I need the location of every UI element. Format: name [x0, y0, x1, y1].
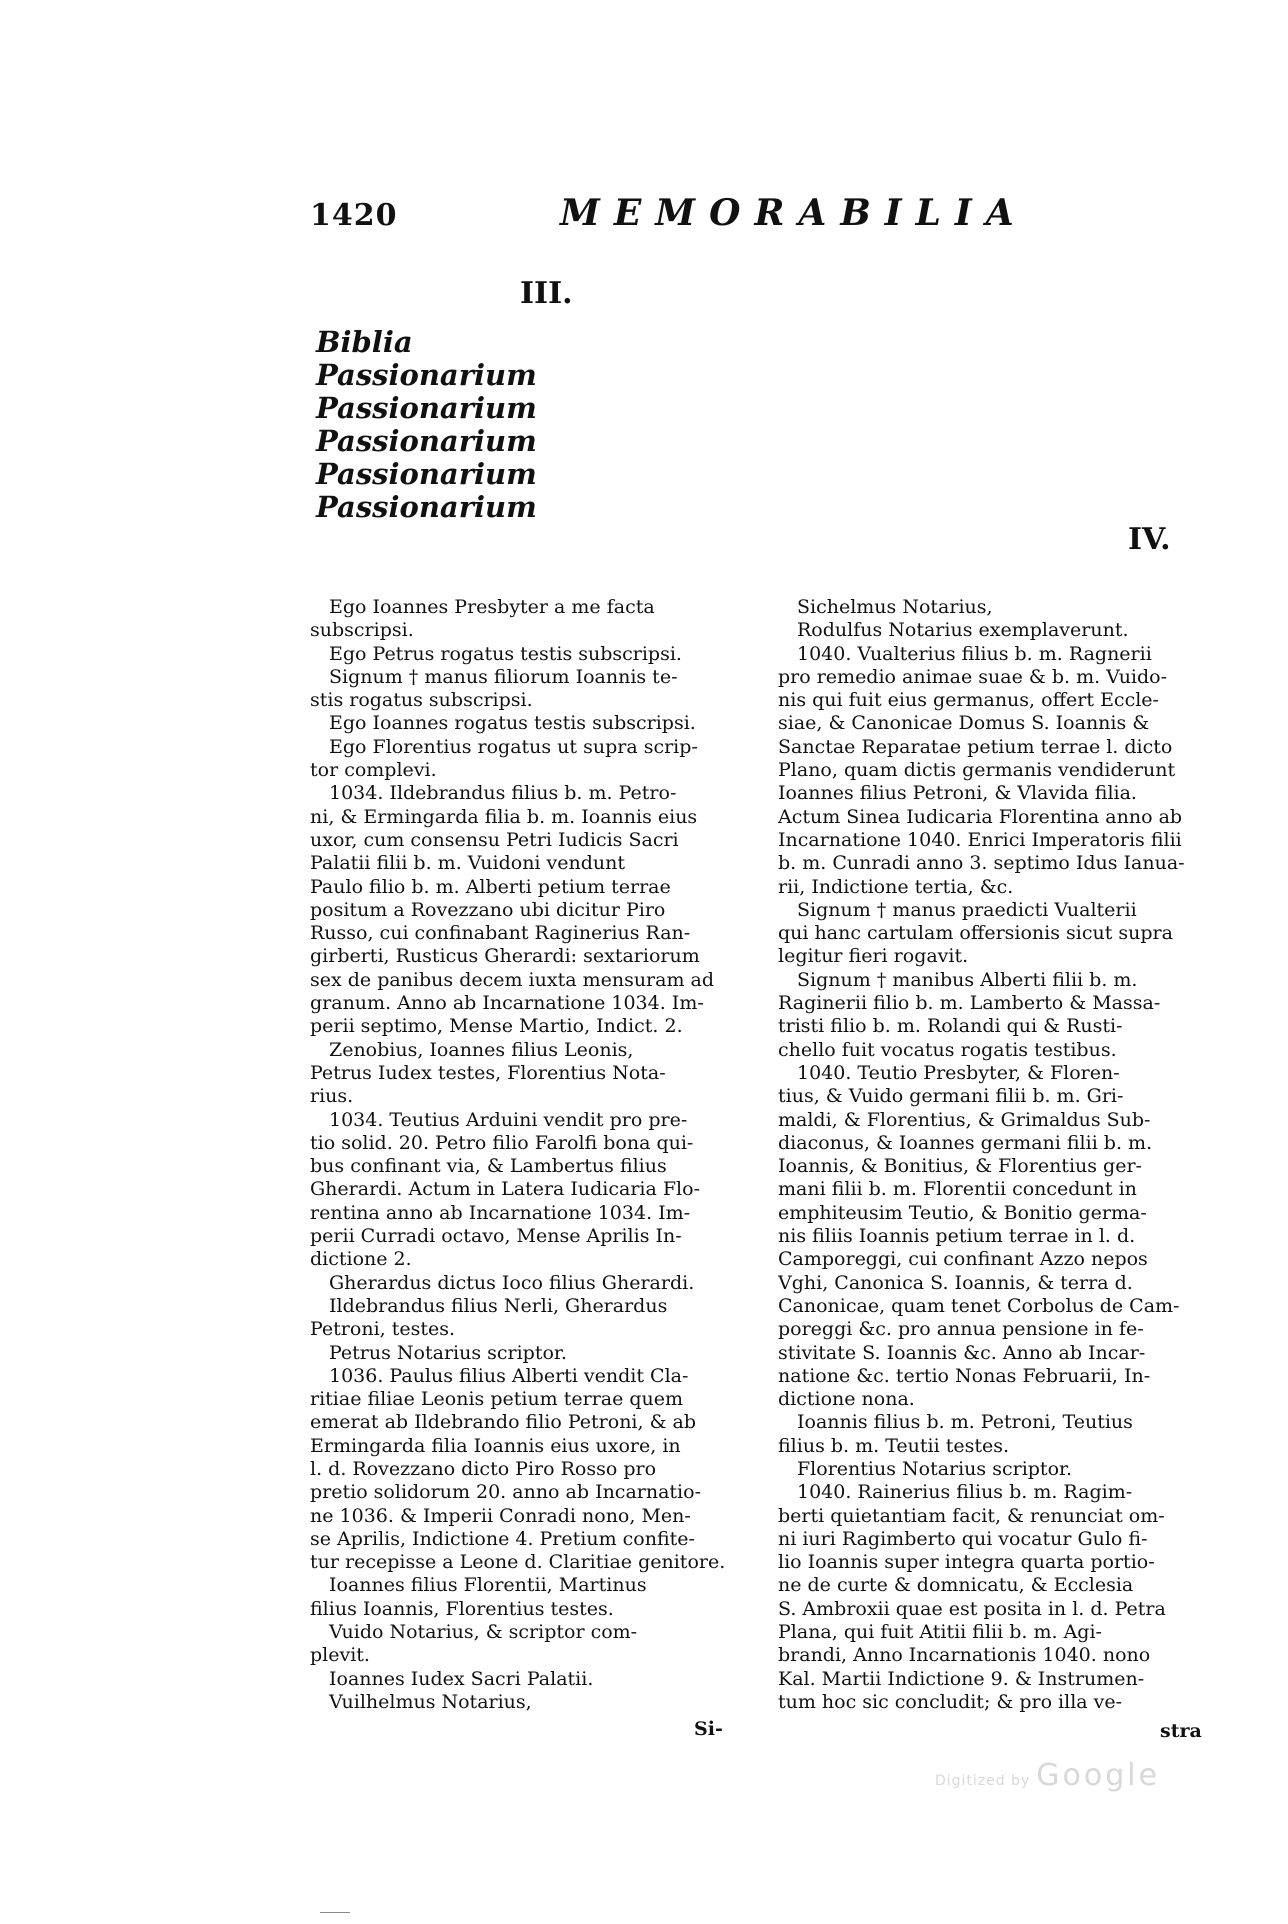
catchword-left: Si- [694, 1718, 723, 1740]
text-line: Sichelmus Notarius, [778, 596, 993, 618]
text-line: 1036. Paulus filius Alberti vendit Cla- [310, 1364, 689, 1387]
book-list-item: Passionarium [316, 358, 537, 392]
crop-mark [320, 1912, 350, 1913]
text-line: Plana, qui fuit Atitii filii b. m. Agi- [778, 1621, 1102, 1644]
text-line: pro remedio animae suae & b. m. Vuido- [778, 665, 1168, 688]
text-line: Ego Petrus rogatus testis subscripsi. [310, 642, 682, 665]
text-line: bus confinant via, & Lambertus filius [310, 1155, 667, 1178]
text-line: Russo, cui confinabant Raginerius Ran- [310, 922, 691, 945]
text-line: Ioannis filius b. m. Petroni, Teutius [778, 1411, 1133, 1434]
text-line: dictione 2. [310, 1248, 412, 1271]
text-line: ritiae filiae Leonis petium terrae quem [310, 1388, 684, 1411]
text-line: se Aprilis, Indictione 4. Pretium confite- [310, 1527, 695, 1550]
book-list [316, 326, 576, 524]
text-line: ne 1036. & Imperii Conradi nono, Men- [310, 1504, 691, 1527]
text-line: Kal. Martii Indictione 9. & Instrumen- [778, 1667, 1145, 1690]
text-line: rius. [310, 1085, 354, 1108]
text-line: Gherardi. Actum in Latera Iudicaria Flo- [310, 1178, 700, 1201]
book-list-item: Biblia [316, 325, 413, 359]
text-line: qui hanc cartulam offersionis sicut supra [778, 922, 1173, 945]
text-line: maldi, & Florentius, & Grimaldus Sub- [778, 1108, 1151, 1131]
text-line: uxor, cum consensu Petri Iudicis Sacri [310, 828, 679, 851]
text-line: Vghi, Canonica S. Ioannis, & terra d. [778, 1271, 1133, 1294]
text-line: Signum † manus praedicti Vualterii [778, 898, 1137, 921]
text-line: 1034. Ildebrandus filius b. m. Petro- [310, 782, 677, 805]
text-line: nis filiis Ioannis petium terrae in l. d. [778, 1225, 1136, 1248]
text-line: Canonicae, quam tenet Corbolus de Cam- [778, 1294, 1180, 1317]
right-text-column [778, 596, 1198, 1714]
text-line: Ioannes filius Florentii, Martinus [310, 1574, 647, 1597]
text-line: ni iuri Ragimberto qui vocatur Gulo fi- [778, 1527, 1148, 1550]
text-line: tristi filio b. m. Rolandi qui & Rusti- [778, 1015, 1123, 1038]
text-line: tor complevi. [310, 759, 437, 782]
text-line: Ioannes filius Petroni, & Vlavida filia. [778, 782, 1137, 805]
text-line: filius b. m. Teutii testes. [778, 1434, 1009, 1457]
text-line: Vuilhelmus Notarius, [310, 1690, 532, 1713]
text-line: Ego Ioannes rogatus testis subscripsi. [310, 712, 696, 735]
book-list-item: Passionarium [316, 424, 537, 458]
text-line: ni, & Ermingarda filia b. m. Ioannis eius [310, 805, 698, 828]
text-line: tum hoc sic concludit; & pro illa ve- [778, 1690, 1123, 1713]
text-line: siae, & Canonicae Domus S. Ioannis & [778, 712, 1150, 735]
text-line: rentina anno ab Incarnatione 1034. Im- [310, 1201, 691, 1224]
text-line: nis qui fuit eius germanus, offert Eccle- [778, 689, 1159, 712]
text-line: poreggi &c. pro annua pensione in fe- [778, 1318, 1144, 1341]
text-line: 1040. Vualterius filius b. m. Ragnerii [778, 642, 1152, 665]
text-line: dictione nona. [778, 1388, 915, 1411]
text-line: Gherardus dictus Ioco filius Gherardi. [310, 1271, 695, 1294]
text-line: Paulo filio b. m. Alberti petium terrae [310, 875, 671, 898]
text-line: Ioannis, & Bonitius, & Florentius ger- [778, 1155, 1142, 1178]
text-line: Palatii filii b. m. Vuidoni vendunt [310, 852, 626, 875]
text-line: Ego Florentius rogatus ut supra scrip- [310, 735, 698, 758]
text-line: Ioannes Iudex Sacri Palatii. [310, 1667, 594, 1690]
text-line: Raginerii filio b. m. Lamberto & Massa- [778, 992, 1161, 1015]
text-line: sex de panibus decem iuxta mensuram ad [310, 968, 715, 991]
watermark-brand: Google [1036, 1758, 1161, 1793]
text-line: girberti, Rusticus Gherardi: sextariorum [310, 945, 700, 968]
text-line: legitur fieri rogavit. [778, 945, 969, 968]
text-line: lio Ioannis super integra quarta portio- [778, 1551, 1155, 1574]
text-line: Rodulfus Notarius exemplaverunt. [778, 619, 1129, 642]
text-line: natione &c. tertio Nonas Februarii, In- [778, 1364, 1151, 1387]
text-line: tur recepisse a Leone d. Claritiae genitore. [310, 1551, 726, 1574]
text-line: stis rogatus subscripsi. [310, 689, 533, 712]
text-line: berti quietantiam facit, & renunciat om- [778, 1504, 1165, 1527]
section-heading-iii: III. [520, 276, 573, 311]
text-line: granum. Anno ab Incarnatione 1034. Im- [310, 992, 704, 1015]
page-number: 1420 [310, 198, 398, 233]
text-line: Ermingarda filia Ioannis eius uxore, in [310, 1434, 681, 1457]
text-line: Florentius Notarius scriptor. [778, 1457, 1073, 1480]
text-line: b. m. Cunradi anno 3. septimo Idus Ianua- [778, 852, 1185, 875]
text-line: tio solid. 20. Petro filio Farolfi bona qui- [310, 1131, 694, 1154]
text-line: brandi, Anno Incarnationis 1040. nono [778, 1644, 1151, 1667]
running-title: MEMORABILIA [560, 192, 1028, 234]
text-line: filius Ioannis, Florentius testes. [310, 1597, 614, 1620]
book-list-item: Passionarium [316, 490, 537, 524]
text-line: plevit. [310, 1644, 370, 1667]
book-list-item: Passionarium [316, 391, 537, 425]
text-line: pretio solidorum 20. anno ab Incarnatio- [310, 1481, 701, 1504]
text-line: diaconus, & Ioannes germani filii b. m. [778, 1131, 1153, 1154]
text-line: emerat ab Ildebrando filio Petroni, & ab [310, 1411, 697, 1434]
text-line: Petroni, testes. [310, 1318, 456, 1341]
text-line: mani filii b. m. Florentii concedunt in [778, 1178, 1137, 1201]
book-list-item: Passionarium [316, 457, 537, 491]
text-line: emphiteusim Teutio, & Bonitio germa- [778, 1201, 1147, 1224]
text-line: Actum Sinea Iudicaria Florentina anno ab [778, 805, 1183, 828]
text-line: Petrus Iudex testes, Florentius Nota- [310, 1061, 666, 1084]
text-line: l. d. Rovezzano dicto Piro Rosso pro [310, 1457, 657, 1480]
text-line: chello fuit vocatus rogatis testibus. [778, 1038, 1117, 1061]
left-text-column [310, 596, 728, 1714]
text-line: Sanctae Reparatae petium terrae l. dicto [778, 735, 1173, 758]
text-line: Signum † manus filiorum Ioannis te- [310, 665, 678, 688]
text-line: Ildebrandus filius Nerli, Gherardus [310, 1294, 668, 1317]
watermark-prefix: Digitized by [935, 1773, 1031, 1789]
digitization-watermark [935, 1758, 1160, 1793]
text-line: ne de curte & domnicatu, & Ecclesia [778, 1574, 1134, 1597]
text-line: 1040. Rainerius filius b. m. Ragim- [778, 1481, 1133, 1504]
section-heading-iv: IV. [1128, 522, 1171, 557]
text-line: stivitate S. Ioannis &c. Anno ab Incar- [778, 1341, 1146, 1364]
text-line: Signum † manibus Alberti filii b. m. [778, 968, 1138, 991]
text-line: Zenobius, Ioannes filius Leonis, [310, 1038, 634, 1061]
text-line: Camporeggi, cui confinant Azzo nepos [778, 1248, 1148, 1271]
text-line: tius, & Vuido germani filii b. m. Gri- [778, 1085, 1124, 1108]
text-line: Ego Ioannes Presbyter a me facta [310, 596, 655, 618]
text-line: S. Ambroxii quae est posita in l. d. Petra [778, 1597, 1166, 1620]
catchword-right: stra [1160, 1720, 1202, 1742]
text-line: subscripsi. [310, 619, 414, 642]
text-line: Vuido Notarius, & scriptor com- [310, 1621, 638, 1644]
text-line: 1040. Teutio Presbyter, & Floren- [778, 1061, 1120, 1084]
text-line: Plano, quam dictis germanis vendiderunt [778, 759, 1176, 782]
text-line: 1034. Teutius Arduini vendit pro pre- [310, 1108, 688, 1131]
text-line: rii, Indictione tertia, &c. [778, 875, 1014, 898]
text-line: perii septimo, Mense Martio, Indict. 2. [310, 1015, 683, 1038]
text-line: Incarnatione 1040. Enrici Imperatoris filii [778, 828, 1182, 851]
text-line: perii Curradi octavo, Mense Aprilis In- [310, 1225, 682, 1248]
text-line: positum a Rovezzano ubi dicitur Piro [310, 898, 666, 921]
text-line: Petrus Notarius scriptor. [310, 1341, 567, 1364]
